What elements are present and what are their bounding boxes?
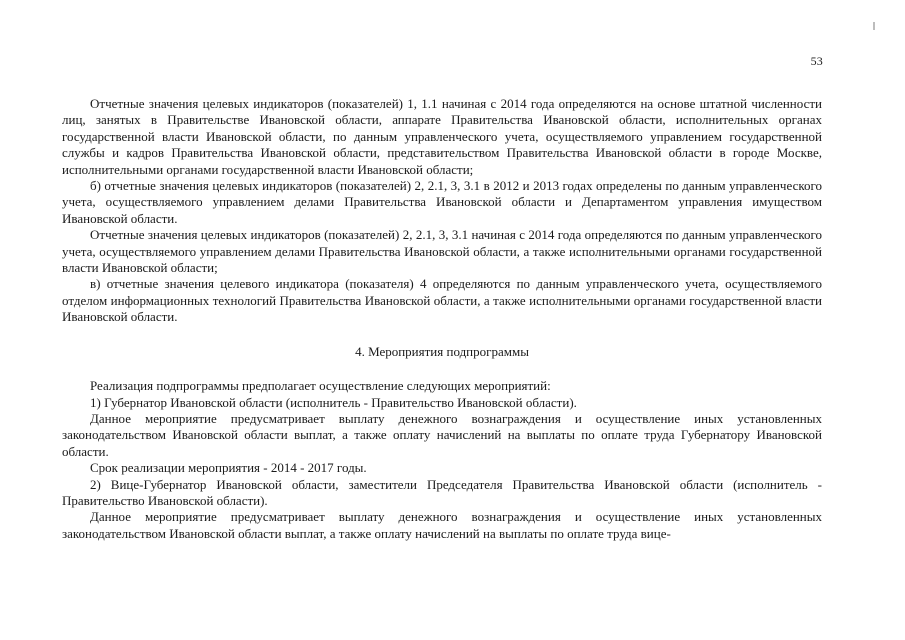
paragraph: Данное мероприятие предусматривает выплату денежного вознаграждения и осуществление иных установленных законодательством Ивановской области выплат, а также оплату начислений на выплаты по оплате труда Губернатору Ивановской области. — [62, 410, 822, 459]
paragraph: Данное мероприятие предусматривает выплату денежного вознаграждения и осуществление иных установленных законодательством Ивановской области выплат, а также оплату начислений на выплаты по оплате труда вице- — [62, 509, 822, 541]
paragraph: Отчетные значения целевых индикаторов (показателей) 1, 1.1 начиная с 2014 года определяются на основе штатной численности лиц, занятых в Правительстве Ивановской области, аппарате Правительства Ивановской области, исполнительных органах государственной власти Ивановской области, по данным управленческого учета, осуществляемого управлением государственной службы и кадров Правительства Ивановской области, представительством Правительства Ивановской области в городе Москве, исполнительными органами государственной власти Ивановской области; — [62, 96, 822, 177]
page-number: 53 — [810, 54, 823, 68]
document-body — [62, 96, 822, 542]
paragraph: Срок реализации мероприятия - 2014 - 2017 годы. — [90, 460, 367, 476]
scan-mark — [873, 22, 875, 30]
paragraph: Реализация подпрограммы предполагает осуществление следующих мероприятий: — [90, 378, 551, 394]
paragraph: 1) Губернатор Ивановской области (исполнитель - Правительство Ивановской области). — [90, 394, 577, 410]
paragraph: 2) Вице-Губернатор Ивановской области, заместители Председателя Правительства Ивановской области (исполнитель - Правительство Ивановской области). — [62, 476, 822, 508]
paragraph: Отчетные значения целевых индикаторов (показателей) 2, 2.1, 3, 3.1 начиная с 2014 года определяются по данным управленческого учета, осуществляемого управлением делами Правительства Ивановской области, а также исполнительными органами государственной власти Ивановской области; — [62, 227, 822, 276]
section-heading: 4. Мероприятия подпрограммы — [355, 343, 529, 359]
paragraph: б) отчетные значения целевых индикаторов (показателей) 2, 2.1, 3, 3.1 в 2012 и 2013 годах определены по данным управленческого учета, осуществляемого управлением делами Правительства Ивановской области и Департаментом управления имуществом Ивановской области. — [62, 178, 822, 226]
paragraph: в) отчетные значения целевого индикатора (показателя) 4 определяются по данным управленческого учета, осуществляемого отделом информационных технологий Правительства Ивановской области, а также исполнительными органами государственной власти Ивановской области. — [62, 276, 822, 325]
